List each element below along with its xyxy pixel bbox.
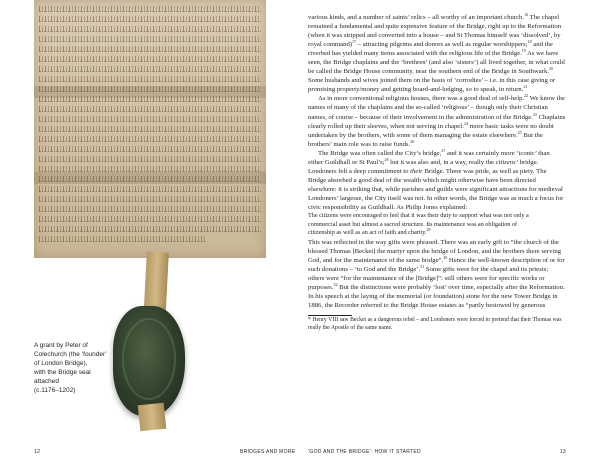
note-ref: 17 [352, 38, 357, 44]
caption-line: of London Bridge), [34, 360, 88, 367]
script-line [39, 96, 261, 102]
right-running-title: ‘GOD AND THE BRIDGE’: HOW IT STARTED [308, 449, 421, 455]
note-ref: 18 [527, 38, 532, 44]
footnote: * Henry VIII saw Becket as a dangerous rebel – and Londoners were forced to pretend that their Thomas was really the Apostle of the same name. [308, 316, 562, 331]
script-line [39, 156, 261, 162]
charter-parchment [34, 0, 266, 258]
note-ref: 28 [384, 156, 389, 162]
script-line [39, 126, 261, 132]
bridge-seal [113, 306, 185, 416]
script-line [39, 116, 261, 122]
script-line [39, 66, 261, 72]
note-ref: 20 [549, 66, 553, 72]
note-ref: 19 [521, 47, 526, 53]
text-run: We know the names of many of the chaplains and the so-called ‘religious’ – though only their Christian names, of course – because of their involvement in the administration of the Bridge. [308, 95, 565, 121]
note-ref: 26 [410, 138, 415, 144]
paragraph [308, 238, 566, 310]
text-run: But the brothers’ main role was to raise funds. [308, 131, 543, 148]
text-run: various kinds, and a number of saints’ relics – all worthy of an important church. [308, 14, 525, 21]
right-page-number: 13 [559, 449, 566, 455]
caption-line: with the Bridge seal attached [34, 369, 91, 385]
script-line [39, 46, 261, 52]
script-line [39, 136, 261, 142]
script-line [39, 56, 261, 62]
script-line [39, 206, 261, 212]
note-ref: 22 [524, 93, 529, 99]
note-ref: 31 [420, 264, 425, 270]
script-line [39, 6, 261, 12]
script-line [39, 176, 261, 182]
text-run: and the riverbed has yielded many items associated with the religious life of the Bridge. [308, 41, 553, 58]
emphasis: their [410, 167, 423, 175]
parchment-tag-end [138, 403, 167, 432]
script-line [39, 226, 261, 232]
text-run: As in more conventional religious houses, there was a good deal of self-help. [318, 95, 525, 103]
note-ref: 29 [426, 227, 431, 233]
note-ref: 32 [333, 282, 338, 288]
script-line [39, 146, 261, 152]
text-run: The Bridge was often called the City’s bridge, [318, 149, 442, 157]
left-page-number: 12 [34, 449, 41, 455]
note-ref: 25 [517, 129, 522, 135]
caption-line: Colechurch (the ‘founder’ [34, 351, 107, 358]
left-running-title: BRIDGES AND MORE [240, 449, 296, 455]
text-run: But the distinctions were probably ‘lost’ over time, especially after the Reformation. In his speech at the laying of the memorial (or foundation) stone for the new Tower Bridge in 1886, the Recorder referred to the Bridge House estates as “partly bestowed by generous [308, 284, 565, 310]
text-run: This was reflected in the way gifts were phrased. There was an early gift to “the church of the blessed Thomas [Becket] the martyr upon the bridge of London, and the brothers there serving God, and for the maintenance of the same bridge”. [308, 239, 562, 265]
note-ref: 27 [441, 147, 446, 153]
paragraph [308, 13, 566, 94]
text-run: As we have seen, the Bridge chaplains and the ‘brethren’ (and also ‘sisters’) all lived together, in what could be called the Bridge House community, near the southern end of the Bridge in Southwark. [308, 50, 565, 76]
script-line [39, 216, 261, 222]
script-line [39, 86, 261, 92]
caption-line: (c.1176–1202) [34, 387, 76, 394]
paragraph [308, 94, 566, 148]
emphasis: citizens’ [495, 158, 518, 166]
text-run: more basic tasks were no doubt undertaken by the brothers, with some of them managing the estate elsewhere. [308, 122, 554, 139]
text-run: but it was also and, in a way, really the [390, 158, 494, 166]
text-run: Hence the well-known description of or for such donations – ‘to God and the Bridge’. [308, 257, 565, 274]
script-line [39, 16, 261, 22]
block-quote [308, 212, 530, 238]
text-run: Some gifts were for the chapel and its priests; others were “for the maintenance of the [Bridge]”: still others were for specific works or purposes. [308, 266, 549, 292]
script-line [39, 166, 261, 172]
script-line [39, 76, 261, 82]
script-line [39, 106, 261, 112]
script-line [39, 186, 261, 192]
text-run: Some husbands and wives joined them on the basis of ‘corrodies’ – i.e. in this case giving or promising property/money and getting board-and-lodging, so to speak, in return. [308, 77, 556, 94]
note-ref: 30 [443, 255, 448, 260]
caption-line: A grant by Peter of [34, 342, 88, 349]
text-run: Chaplains clearly rolled up their sleeves, when not serving in chapel: [308, 113, 566, 130]
seal-ring [122, 318, 176, 400]
note-ref: 16 [524, 11, 529, 17]
script-line [39, 196, 261, 202]
right-page [300, 0, 600, 469]
script-line [39, 36, 261, 42]
note-ref: 23 [532, 111, 537, 117]
note-ref: 24 [464, 120, 468, 126]
text-run: The chapel remained a fundamental and quite expensive feature of the Bridge, right up to the Reformation (when it was stripped and converted into a house – and St Thomas himself was ‘dissolved’, by royal command) [308, 14, 562, 49]
body-text [308, 13, 566, 332]
text-run: – attracting pilgrims and donors as well as regular worshippers; [357, 41, 528, 49]
text-run: Bridge. There was pride, as well as piety. The Bridge absorbed a good deal of the wealth which might otherwise have been directed elsewhere: it is striking that, while parishes and guilds were significant attractions for medieval Londoners’ largesse, the City itself was not. In other words, the Bridge was as much a focus for civic responsibility as Guildhall. As Philip Jones explained: [308, 167, 564, 211]
figure-caption [34, 341, 114, 395]
script-line [39, 26, 261, 32]
text-run: and it was certainly more ‘iconic’ than either Guildhall or St Paul’s; [308, 149, 550, 166]
script-line [39, 236, 206, 242]
quote-text: The citizens were encouraged to feel that it was their duty to support what was not only a commercial asset but almost a sacred structure. Its maintenance was an obligation of citizenship as well as an act of faith and charity. [308, 212, 529, 237]
paragraph [308, 149, 566, 212]
text-run: bridge. Londoners felt a deep commitment to [308, 158, 539, 175]
note-ref: 21 [523, 84, 528, 90]
